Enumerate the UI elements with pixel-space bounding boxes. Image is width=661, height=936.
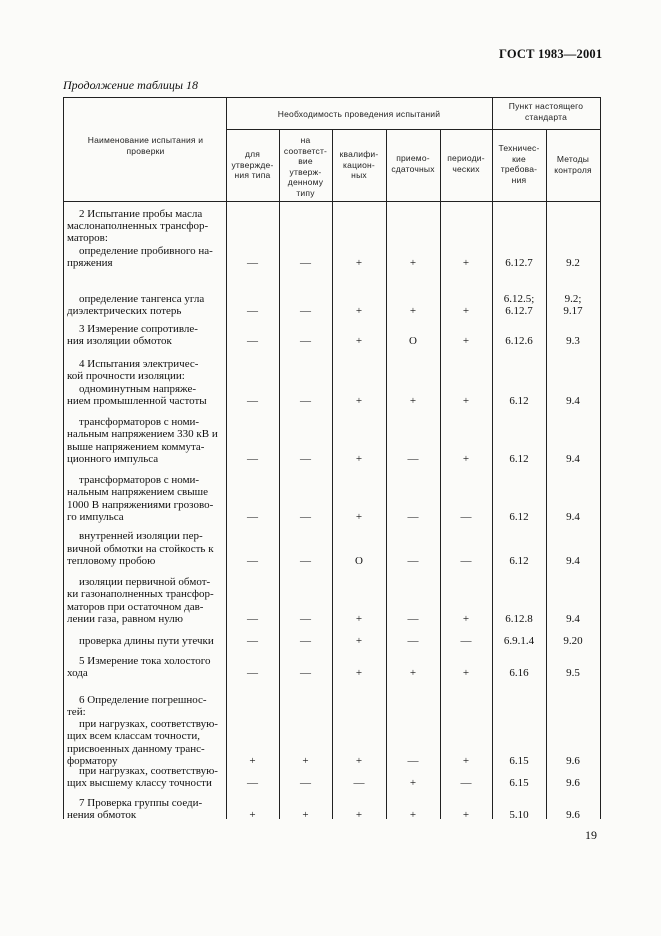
conformity-cell: — <box>300 667 311 679</box>
test-name-line: ния изоляции обмоток <box>67 334 172 347</box>
test-name-line: определение пробивного на- <box>79 244 213 257</box>
conformity-cell: — <box>300 257 311 269</box>
periodic-cell: + <box>462 257 470 269</box>
table-row <box>63 651 600 683</box>
acceptance-cell: + <box>409 395 417 407</box>
header-line: стандарта <box>524 111 568 122</box>
table-row <box>63 764 600 793</box>
table-row <box>63 527 600 571</box>
header-line: Техничес- <box>498 143 540 153</box>
test-name-line: определение тангенса угла <box>79 292 205 305</box>
header-line: соответст- <box>283 145 328 156</box>
test-name-line: нения обмоток <box>67 808 137 821</box>
qualification-cell: + <box>355 511 363 523</box>
type-approval-cell: + <box>249 755 256 767</box>
test-name-line: при нагрузках, соответствую- <box>79 764 218 777</box>
header-name <box>73 135 218 156</box>
test-name-line: нальным напряжением свыше <box>67 486 208 499</box>
header-methods <box>546 154 600 175</box>
qualification-cell: + <box>355 453 363 465</box>
type-approval-cell: — <box>247 613 258 625</box>
test-name-line: трансформаторов с номи- <box>79 416 200 429</box>
qualification-cell: О <box>355 555 363 567</box>
test-name-line: 4 Испытания электричес- <box>79 358 199 371</box>
periodic-cell: + <box>462 395 470 407</box>
header-conformity <box>279 135 332 198</box>
test-table <box>63 97 600 819</box>
test-name-line: ционного импульса <box>67 452 159 465</box>
type-approval-cell: + <box>249 809 256 821</box>
requirements-cell: 6.15 <box>509 777 529 789</box>
acceptance-cell: — <box>407 635 419 647</box>
periodic-cell: + <box>462 305 470 317</box>
test-name-line: форматору <box>67 754 118 767</box>
header-line: сдаточных <box>391 163 435 174</box>
requirements-cell: 6.12.5; 6.12.7 <box>503 293 535 317</box>
header-line: типу <box>296 187 315 198</box>
requirements-cell: 6.15 <box>509 755 529 767</box>
test-name <box>67 358 224 407</box>
requirements-cell: 6.12 <box>509 511 529 523</box>
methods-cell: 9.2 <box>566 257 580 269</box>
periodic-cell: — <box>460 555 472 567</box>
test-name-line: нием промышленной частоты <box>67 394 207 407</box>
header-line: на <box>300 135 311 145</box>
methods-cell: 9.4 <box>566 395 580 407</box>
test-name <box>67 474 224 523</box>
conformity-cell: + <box>302 755 309 767</box>
methods-cell: 9.5 <box>566 667 580 679</box>
requirements-cell: 6.16 <box>509 667 529 679</box>
page-number: 19 <box>585 828 597 842</box>
test-name-line: го импульса <box>67 510 124 523</box>
type-approval-cell: — <box>247 635 258 647</box>
conformity-cell: — <box>300 395 311 407</box>
table-row <box>63 683 600 771</box>
test-name <box>67 530 224 567</box>
header-qualification <box>332 149 386 181</box>
test-name <box>67 765 224 789</box>
header-line: периоди- <box>447 153 485 163</box>
requirements-cell: 6.12 <box>509 555 529 567</box>
requirements-cell: 6.12.8 <box>505 613 533 625</box>
test-name-line: 3 Измерение сопротивле- <box>79 322 198 335</box>
requirements-cell: 6.12 <box>509 453 529 465</box>
test-name-line: маслонаполненных трансфор- <box>67 220 209 233</box>
type-approval-cell: — <box>247 257 258 269</box>
qualification-cell: + <box>355 257 363 269</box>
test-name <box>67 323 224 347</box>
test-name-line: проверка длины пути утечки <box>79 634 214 647</box>
header-line: утверж- <box>289 166 322 177</box>
methods-cell: 9.6 <box>566 755 580 767</box>
test-name-line: маторов: <box>67 232 108 245</box>
acceptance-cell: — <box>407 755 419 767</box>
methods-cell: 9.6 <box>566 777 580 789</box>
header-line: приемо- <box>396 153 430 163</box>
requirements-cell: 6.12.7 <box>505 257 533 269</box>
conformity-cell: — <box>300 511 311 523</box>
table-right-border <box>600 97 601 819</box>
periodic-cell: — <box>460 635 472 647</box>
header-line: квалифи- <box>339 149 379 159</box>
header-line: кие <box>512 153 526 164</box>
requirements-cell: 6.12 <box>509 395 529 407</box>
requirements-cell: 5.10 <box>509 809 529 821</box>
header-line: ния <box>511 174 527 185</box>
acceptance-cell: — <box>407 511 419 523</box>
group-divider-tests <box>226 129 492 130</box>
acceptance-cell: О <box>409 335 417 347</box>
acceptance-cell: + <box>409 667 417 679</box>
conformity-cell: — <box>300 453 311 465</box>
qualification-cell: — <box>353 777 365 789</box>
table-row <box>63 571 600 629</box>
test-name <box>67 655 224 679</box>
type-approval-cell: — <box>247 777 258 789</box>
qualification-cell: + <box>355 667 363 679</box>
periodic-cell: + <box>462 335 470 347</box>
acceptance-cell: — <box>407 555 419 567</box>
header-acceptance <box>386 153 440 174</box>
header-group-points <box>492 101 600 122</box>
header-line: Наименование испытания и <box>87 135 204 145</box>
test-name <box>67 635 224 647</box>
test-name-line: 1000 В напряжениями грозово- <box>67 498 214 511</box>
header-line: Методы <box>556 154 590 164</box>
type-approval-cell: — <box>247 453 258 465</box>
header-line: вие <box>298 156 313 166</box>
qualification-cell: + <box>355 755 363 767</box>
test-name <box>67 576 224 625</box>
methods-cell: 9.2; 9.17 <box>563 293 583 317</box>
test-name-line: выше напряжением коммута- <box>67 440 205 453</box>
test-name-line: пряжения <box>67 256 113 269</box>
table-row <box>63 411 600 469</box>
test-name-line: лении газа, равном нулю <box>67 612 183 625</box>
type-approval-cell: — <box>247 511 258 523</box>
periodic-cell: — <box>460 511 472 523</box>
header-periodic <box>440 153 492 174</box>
header-line: для <box>244 149 261 159</box>
acceptance-cell: + <box>409 257 417 269</box>
header-line: кацион- <box>343 159 375 170</box>
qualification-cell: + <box>355 305 363 317</box>
test-name <box>67 293 224 317</box>
periodic-cell: + <box>462 809 470 821</box>
test-name <box>67 416 224 465</box>
test-name-line: кой прочности изоляции: <box>67 370 185 383</box>
test-name-line: присвоенных данному транс- <box>67 742 205 755</box>
qualification-cell: + <box>355 335 363 347</box>
test-name-line: хода <box>67 666 88 679</box>
type-approval-cell: — <box>247 335 258 347</box>
header-line: ных <box>351 170 367 180</box>
header-requirements <box>492 143 546 185</box>
methods-cell: 9.4 <box>566 453 580 465</box>
test-name-line: трансформаторов с номи- <box>79 474 200 487</box>
test-name-line: нальным напряжением 330 кВ и <box>67 428 218 441</box>
qualification-cell: + <box>355 809 363 821</box>
test-name-line: вичной обмотки на стойкость к <box>67 542 214 555</box>
table-row <box>63 793 600 825</box>
test-name-line: ки газонаполненных трансфор- <box>67 588 214 601</box>
test-name <box>67 208 224 269</box>
table-row <box>63 351 600 411</box>
conformity-cell: — <box>300 555 311 567</box>
periodic-cell: + <box>462 613 470 625</box>
periodic-cell: + <box>462 453 470 465</box>
test-name-line: щих высшему классу точности <box>67 776 212 789</box>
acceptance-cell: + <box>409 777 417 789</box>
acceptance-cell: + <box>409 305 417 317</box>
header-line: денному <box>287 177 324 187</box>
conformity-cell: — <box>300 635 311 647</box>
table-row <box>63 321 600 351</box>
test-name-line: при нагрузках, соответствую- <box>79 718 218 731</box>
table-row <box>63 469 600 527</box>
conformity-cell: — <box>300 777 311 789</box>
test-name-line: 7 Проверка группы соеди- <box>79 796 203 809</box>
page-header: ГОСТ 1983—2001 <box>499 47 603 61</box>
test-name-line: одноминутным напряже- <box>79 382 197 395</box>
type-approval-cell: — <box>247 555 258 567</box>
conformity-cell: + <box>302 809 309 821</box>
table-top-border <box>63 97 600 98</box>
test-name-line: внутренней изоляции пер- <box>79 530 203 543</box>
periodic-cell: + <box>462 667 470 679</box>
table-row <box>63 273 600 321</box>
test-name-line: 2 Испытание пробы масла <box>79 207 203 220</box>
qualification-cell: + <box>355 635 363 647</box>
requirements-cell: 6.12.6 <box>505 335 533 347</box>
methods-cell: 9.4 <box>566 511 580 523</box>
methods-cell: 9.4 <box>566 613 580 625</box>
test-name-line: тей: <box>67 705 86 718</box>
methods-cell: 9.20 <box>563 635 583 647</box>
header-line: Пункт настоящего <box>508 101 584 111</box>
test-name-line: щих всем классам точности, <box>67 730 200 743</box>
acceptance-cell: + <box>409 809 417 821</box>
table-row <box>63 629 600 651</box>
qualification-cell: + <box>355 395 363 407</box>
table-row <box>63 201 600 273</box>
header-line: ческих <box>452 163 480 174</box>
qualification-cell: + <box>355 613 363 625</box>
header-line: утвержде- <box>231 159 274 170</box>
header-line: контроля <box>554 164 592 175</box>
header-group-tests: Необходимость проведения испытаний <box>277 109 441 119</box>
conformity-cell: — <box>300 335 311 347</box>
header-line: ния типа <box>234 170 271 180</box>
test-name-line: тепловому пробою <box>67 554 156 567</box>
test-name-line: диэлектрических потерь <box>67 304 182 317</box>
test-name <box>67 694 224 767</box>
test-name-line: маторов при остаточном дав- <box>67 600 204 613</box>
acceptance-cell: — <box>407 453 419 465</box>
conformity-cell: — <box>300 305 311 317</box>
test-name-line: изоляции первичной обмот- <box>79 576 211 589</box>
conformity-cell: — <box>300 613 311 625</box>
test-name-line: 6 Определение погрешнос- <box>79 693 207 706</box>
header-line: требова- <box>500 164 538 174</box>
header-type-approval <box>226 149 279 181</box>
methods-cell: 9.3 <box>566 335 580 347</box>
table-caption: Продолжение таблицы 18 <box>63 78 199 92</box>
test-name <box>67 797 224 821</box>
type-approval-cell: — <box>247 305 258 317</box>
test-name-line: 5 Измерение тока холостого <box>79 654 211 667</box>
methods-cell: 9.4 <box>566 555 580 567</box>
requirements-cell: 6.9.1.4 <box>503 635 535 647</box>
table-body <box>63 201 600 825</box>
methods-cell: 9.6 <box>566 809 580 821</box>
acceptance-cell: — <box>407 613 419 625</box>
header-line: проверки <box>126 145 165 156</box>
type-approval-cell: — <box>247 395 258 407</box>
periodic-cell: — <box>460 777 472 789</box>
periodic-cell: + <box>462 755 470 767</box>
type-approval-cell: — <box>247 667 258 679</box>
